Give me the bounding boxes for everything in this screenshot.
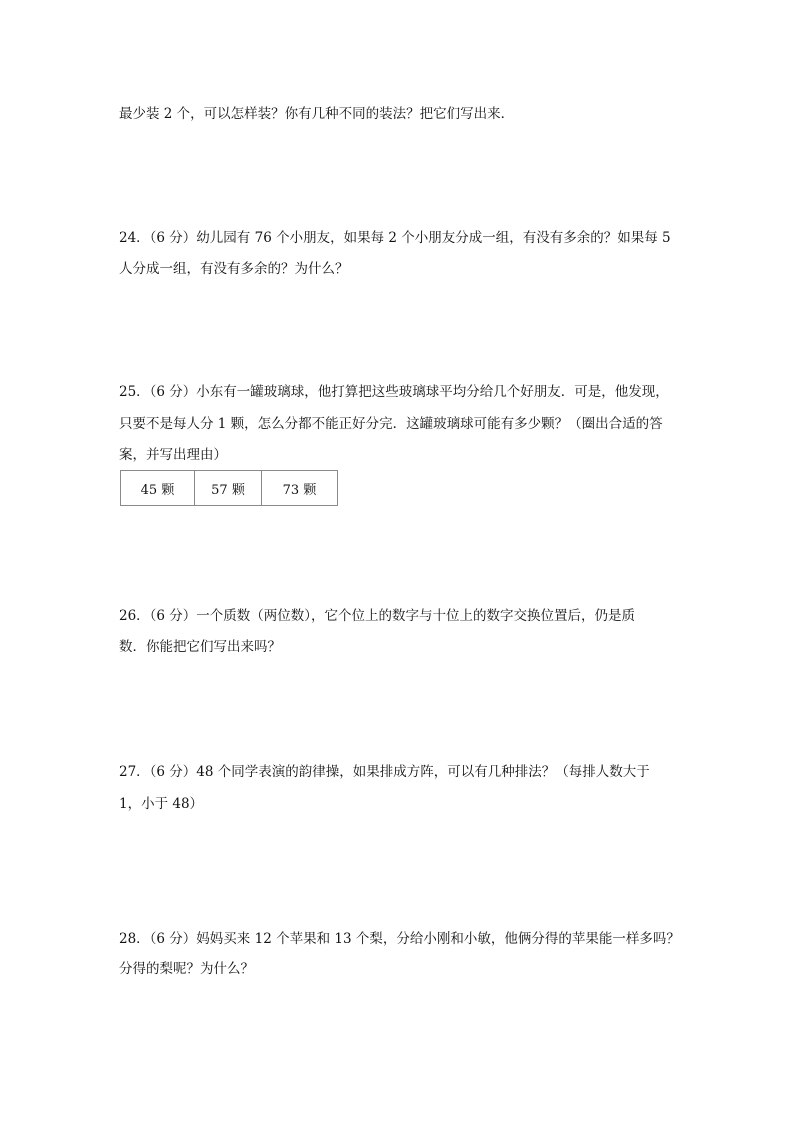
question-25-line-3: 案，并写出理由）	[119, 447, 227, 463]
question-24-line-1: 24．（6 分）幼儿园有 76 个小朋友，如果每 2 个小朋友分成一组，有没有多余的？如果每 5	[119, 230, 671, 246]
question-23-continuation: 最少装 2 个，可以怎样装？你有几种不同的装法？把它们写出来．	[119, 106, 515, 122]
question-26-line-2: 数．你能把它们写出来吗？	[119, 639, 281, 655]
answer-option-3[interactable]: 73 颗	[262, 471, 338, 506]
question-27-line-2: 1，小于 48）	[119, 796, 204, 812]
answer-options-row	[121, 471, 338, 506]
question-28-line-2: 分得的梨呢？为什么？	[119, 961, 254, 977]
question-25-line-1: 25．（6 分）小东有一罐玻璃球，他打算把这些玻璃球平均分给几个好朋友．可是，他发现，	[119, 384, 669, 400]
answer-option-1[interactable]: 45 颗	[121, 471, 195, 506]
question-27-line-1: 27．（6 分）48 个同学表演的韵律操，如果排成方阵，可以有几种排法？（每排人数大于	[119, 764, 650, 780]
question-26-line-1: 26．（6 分）一个质数（两位数），它个位上的数字与十位上的数字交换位置后，仍是质	[119, 608, 636, 624]
question-25-line-2: 只要不是每人分 1 颗，怎么分都不能正好分完．这罐玻璃球可能有多少颗？（圈出合适的答	[119, 416, 663, 432]
question-24-line-2: 人分成一组，有没有多余的？为什么？	[119, 261, 349, 277]
question-28-line-1: 28．（6 分）妈妈买来 12 个苹果和 13 个梨，分给小刚和小敏，他俩分得的苹果能一样多吗？	[119, 931, 680, 947]
answer-option-2[interactable]: 57 颗	[195, 471, 262, 506]
answer-options-table	[120, 470, 338, 506]
